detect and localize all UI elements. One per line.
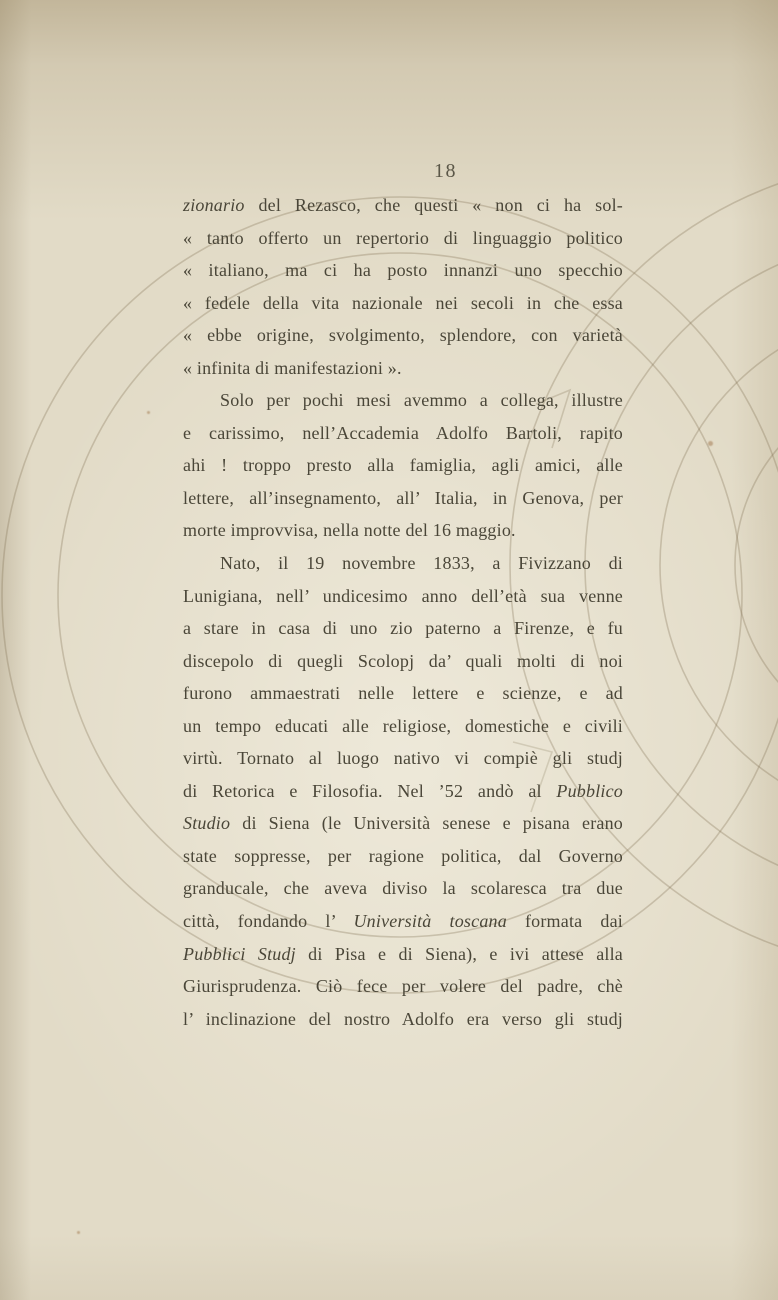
text-segment: ahi ! troppo presto alla famiglia, agli amici, alle (183, 455, 623, 476)
page-number: 18 (434, 160, 457, 182)
text-segment: Studio (183, 813, 231, 834)
text-line (183, 482, 623, 515)
text-line (183, 547, 623, 580)
text-segment: « tanto offerto un repertorio di linguaggio politico (183, 227, 623, 248)
text-segment: e carissimo, nell’Accademia Adolfo Bartoli, rapito (183, 422, 623, 443)
text-segment: Pubblici Studj (183, 943, 296, 964)
text-line (183, 612, 623, 645)
text-line (183, 449, 623, 482)
text-segment: state soppresse, per ragione politica, dal Governo (183, 845, 623, 866)
text-line (183, 938, 623, 971)
text-line (183, 222, 623, 255)
text-segment: Pubblico (556, 780, 623, 801)
text-segment: morte improvvisa, nella notte del 16 maggio. (183, 520, 516, 541)
text-segment: un tempo educati alle religiose, domestiche e civili (183, 715, 623, 736)
text-segment: « ebbe origine, svolgimento, splendore, con varietà (183, 325, 623, 346)
text-segment: zionario (183, 195, 245, 215)
text-line (183, 677, 623, 710)
text-line (183, 384, 623, 417)
text-segment: Giurisprudenza. Ciò fece per volere del padre, chè (183, 976, 623, 997)
foxing-speck (147, 411, 150, 414)
text-line (183, 872, 623, 905)
text-segment: a stare in casa di uno zio paterno a Firenze, e fu (183, 618, 623, 639)
text-line (183, 807, 623, 840)
foxing-speck (77, 1231, 80, 1234)
text-line (183, 840, 623, 873)
text-line (183, 580, 623, 613)
text-segment: l’ inclinazione del nostro Adolfo era verso gli studj (183, 1008, 623, 1029)
text-segment: di Pisa e di Siena), e ivi attese alla (295, 943, 623, 964)
text-line (183, 1003, 623, 1036)
text-segment: Università toscana (353, 911, 507, 932)
text-line (183, 287, 623, 320)
text-line (183, 417, 623, 450)
text-segment: lettere, all’insegnamento, all’ Italia, in Genova, per (183, 487, 623, 508)
text-segment: virtù. Tornato al luogo nativo vi compiè gli studj (183, 748, 623, 769)
text-line (183, 514, 623, 547)
text-block (183, 189, 623, 1035)
text-line (183, 189, 623, 222)
text-segment: Solo per pochi mesi avemmo a collega, illustre (220, 390, 623, 411)
text-segment: città, fondando l’ (183, 911, 354, 932)
text-line (183, 742, 623, 775)
text-line (183, 319, 623, 352)
text-segment: Nato, il 19 novembre 1833, a Fivizzano di (220, 553, 623, 574)
text-segment: granducale, che aveva diviso la scolaresca tra due (183, 878, 623, 899)
text-segment: di Siena (le Università senese e pisana erano (230, 813, 623, 834)
text-segment: « fedele della vita nazionale nei secoli in che essa (183, 292, 623, 313)
text-segment: Lunigiana, nell’ undicesimo anno dell’età sua venne (183, 585, 623, 606)
text-segment: del Rezasco, che questi « non ci ha sol- (244, 195, 623, 215)
text-segment: « infinita di manifestazioni ». (183, 357, 402, 378)
text-line (183, 710, 623, 743)
text-line (183, 905, 623, 938)
text-line (183, 352, 623, 385)
foxing-speck (708, 441, 713, 446)
text-segment: di Retorica e Filosofia. Nel ’52 andò al (183, 780, 557, 801)
text-segment: furono ammaestrati nelle lettere e scienze, e ad (183, 683, 623, 704)
text-line (183, 254, 623, 287)
text-segment: discepolo di quegli Scolopj da’ quali molti di noi (183, 650, 623, 671)
text-line (183, 775, 623, 808)
text-line (183, 645, 623, 678)
text-segment: formata dai (506, 911, 623, 932)
text-segment: « italiano, ma ci ha posto innanzi uno specchio (183, 260, 623, 281)
text-line (183, 970, 623, 1003)
